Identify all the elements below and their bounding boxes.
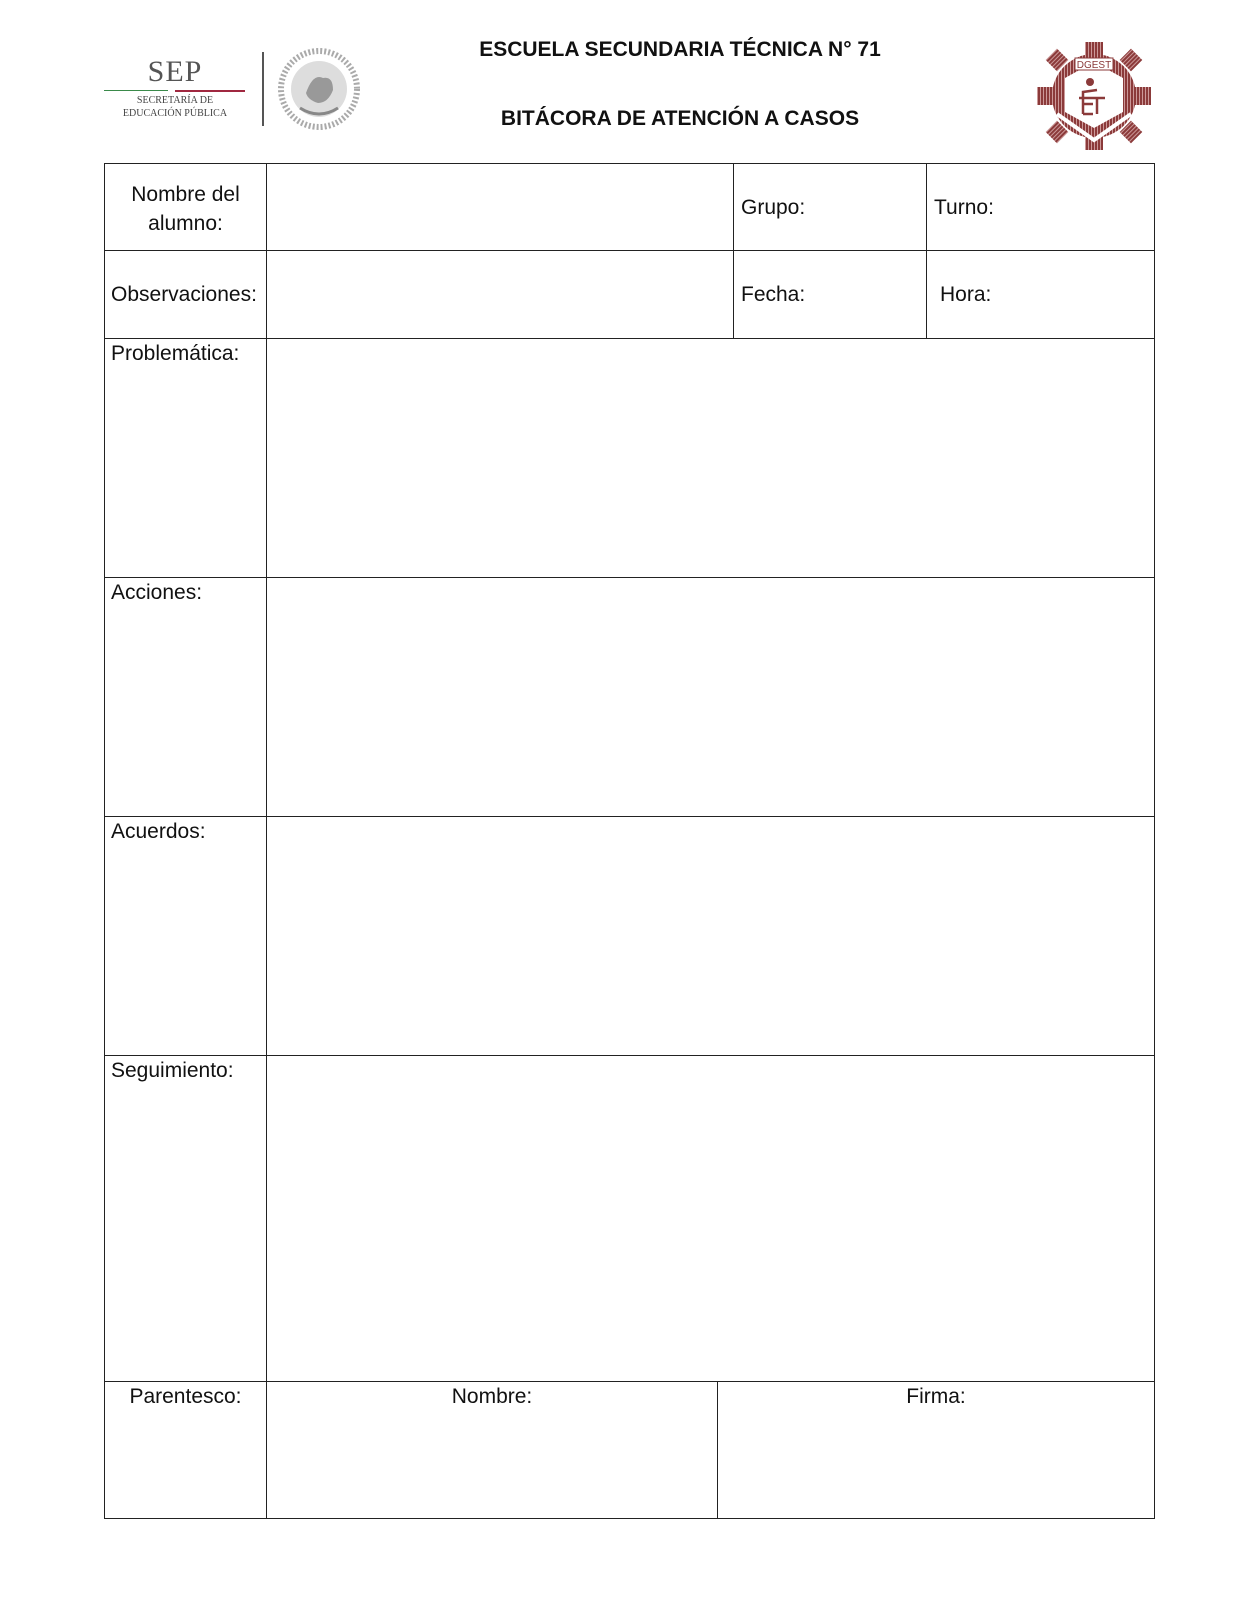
agreements-label-cell bbox=[104, 816, 267, 1056]
problem-label: Problemática: bbox=[111, 342, 240, 365]
problem-label-cell bbox=[104, 338, 267, 578]
agreements-field[interactable] bbox=[266, 816, 1155, 1056]
signature-label: Firma: bbox=[906, 1385, 966, 1408]
sep-logo bbox=[100, 50, 250, 130]
shift-field[interactable] bbox=[926, 163, 1155, 251]
student-name-label: Nombre del alumno: bbox=[131, 183, 240, 235]
time-field[interactable] bbox=[926, 250, 1155, 339]
student-name-label-cell bbox=[104, 163, 267, 251]
dgest-logo bbox=[1035, 40, 1153, 152]
followup-field[interactable] bbox=[266, 1055, 1155, 1382]
actions-field[interactable] bbox=[266, 577, 1155, 817]
school-name: ESCUELA SECUNDARIA TÉCNICA N° 71 bbox=[479, 38, 881, 61]
svg-text:DGEST: DGEST bbox=[1076, 60, 1112, 71]
group-label: Grupo: bbox=[741, 196, 806, 219]
sep-acronym: SEP bbox=[147, 55, 203, 88]
guardian-name-field[interactable] bbox=[266, 1381, 718, 1519]
relationship-label: Parentesco: bbox=[129, 1385, 242, 1408]
student-name-field[interactable] bbox=[266, 163, 734, 251]
observations-label-cell bbox=[104, 250, 267, 339]
document-title: BITÁCORA DE ATENCIÓN A CASOS bbox=[500, 107, 860, 130]
observations-label: Observaciones: bbox=[111, 283, 257, 306]
sep-red-line bbox=[175, 90, 245, 92]
sep-green-line bbox=[104, 90, 168, 91]
mexican-coat-of-arms-icon bbox=[278, 48, 360, 130]
observations-field[interactable] bbox=[266, 250, 734, 339]
gear-icon bbox=[1035, 40, 1153, 152]
shift-label: Turno: bbox=[934, 196, 994, 219]
followup-label-cell bbox=[104, 1055, 267, 1382]
group-field[interactable] bbox=[733, 163, 927, 251]
actions-label-cell bbox=[104, 577, 267, 817]
agreements-label: Acuerdos: bbox=[111, 820, 206, 843]
followup-label: Seguimiento: bbox=[111, 1059, 234, 1082]
guardian-name-label: Nombre: bbox=[451, 1385, 533, 1408]
sep-subtitle: SECRETARÍA DE EDUCACIÓN PÚBLICA bbox=[122, 95, 228, 119]
problem-field[interactable] bbox=[266, 338, 1155, 578]
date-field[interactable] bbox=[733, 250, 927, 339]
relationship-field[interactable] bbox=[104, 1381, 267, 1519]
signature-field[interactable] bbox=[717, 1381, 1155, 1519]
actions-label: Acciones: bbox=[111, 581, 203, 604]
logo-divider bbox=[262, 52, 264, 126]
date-label: Fecha: bbox=[741, 283, 806, 306]
time-label: Hora: bbox=[940, 283, 992, 306]
